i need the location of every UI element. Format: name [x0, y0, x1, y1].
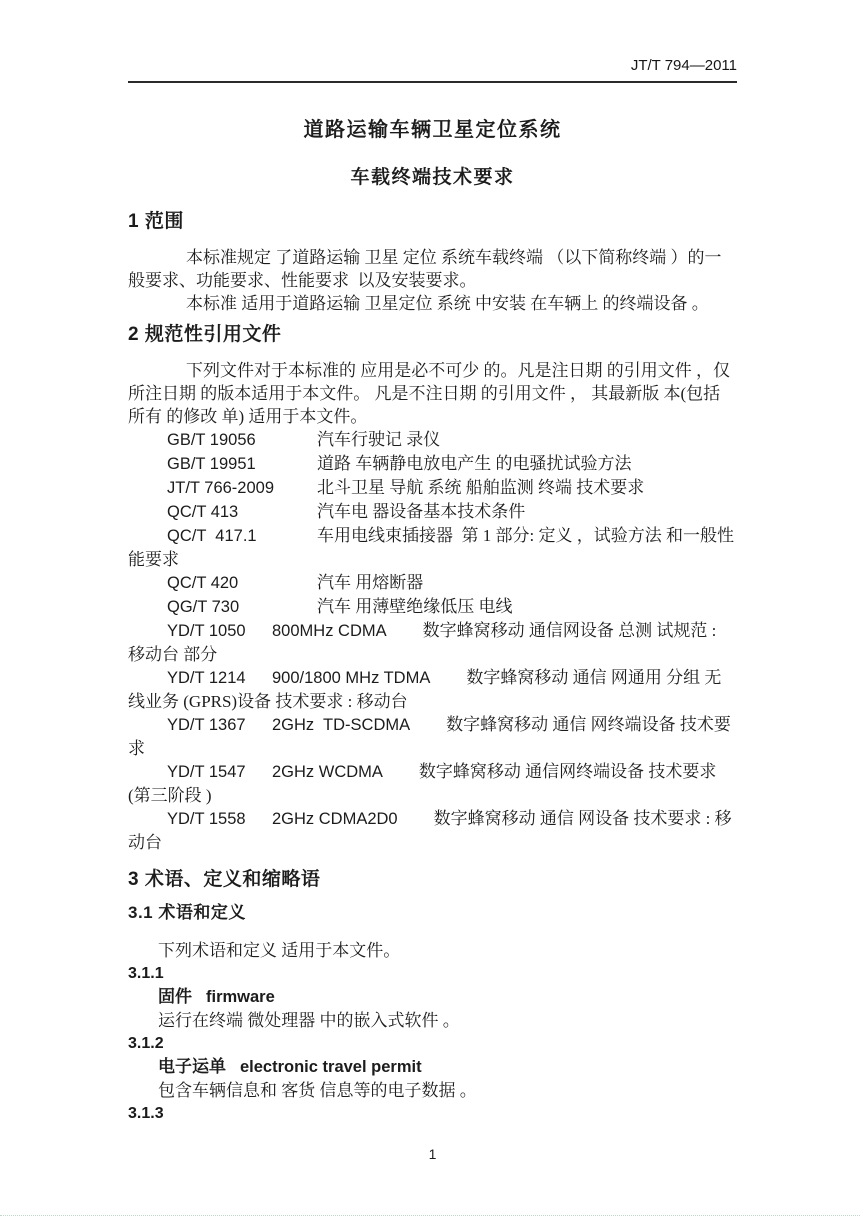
reference-item	[128, 595, 737, 619]
bottom-scan-edge-line	[0, 1215, 860, 1216]
reference-item	[128, 619, 737, 666]
reference-code: QC/T 417.1	[167, 527, 257, 545]
section-2-paragraph-1: 下列文件对于本标准的 应用是必不可少 的。凡是注日期 的引用文件 ，仅所注日期 的版本适用于本文件。 凡是不注日期 的引用文件 ， 其最新版 本(包括所有 的修改 单) 适用于本文件。	[128, 361, 730, 426]
reference-item	[128, 428, 737, 452]
reference-code: YD/T 1558	[167, 810, 246, 828]
reference-title: 汽车电 器设备基本技术条件	[317, 502, 526, 521]
clause-number-3-1-3: 3.1.3	[128, 1105, 164, 1122]
reference-code: YD/T 1214	[167, 669, 246, 687]
reference-title: 汽车 用熔断器	[317, 573, 424, 592]
reference-spec: 2GHz CDMA2D0	[272, 810, 398, 828]
page-content	[128, 0, 737, 1163]
section-3-heading: 3 术语、定义和缩略语	[128, 869, 321, 890]
reference-item	[128, 476, 737, 500]
reference-title: 车用电线束插接器 第 1 部分: 定义 ，试验方法 和一般性能要求	[128, 526, 734, 569]
term-en: firmware	[206, 988, 275, 1006]
reference-spec: 2GHz TD-SCDMA	[272, 716, 411, 734]
reference-code: GB/T 19951	[167, 455, 256, 473]
section-1-paragraph-1: 本标准规定 了道路运输 卫星 定位 系统车载终端 （以下简称终端 ）的一般要求、功能要求、性能要求 以及安装要求。	[128, 248, 722, 290]
reference-code: YD/T 1547	[167, 763, 246, 781]
section-3-1-heading: 3.1 术语和定义	[128, 903, 246, 922]
reference-title: 数字蜂窝移动 通信 网终端设备 技术要求	[128, 715, 731, 758]
reference-title: 汽车行驶记 录仪	[317, 430, 441, 449]
clause-number-3-1-2: 3.1.2	[128, 1035, 164, 1052]
reference-item	[128, 666, 737, 713]
reference-code: QG/T 730	[167, 598, 240, 616]
reference-code: JT/T 766-2009	[167, 479, 275, 497]
reference-item	[128, 571, 737, 595]
section-1-paragraph-2: 本标准 适用于道路运输 卫星定位 系统 中安装 在车辆上 的终端设备 。	[186, 294, 709, 313]
term-definition: 运行在终端 微处理器 中的嵌入式软件 。	[158, 1011, 460, 1030]
reference-spec: 800MHz CDMA	[272, 622, 387, 640]
reference-item	[128, 524, 737, 571]
reference-title: 道路 车辆静电放电产生 的电骚扰试验方法	[317, 454, 632, 473]
reference-code: YD/T 1050	[167, 622, 246, 640]
reference-code: YD/T 1367	[167, 716, 246, 734]
document-header	[128, 0, 737, 83]
reference-code: GB/T 19056	[167, 431, 256, 449]
term-electronic-travel-permit	[128, 1055, 737, 1079]
document-title-line1: 道路运输车辆卫星定位系统	[303, 119, 562, 141]
term-zh: 电子运单	[158, 1057, 226, 1076]
reference-item	[128, 713, 737, 760]
reference-item	[128, 452, 737, 476]
reference-title: 数字蜂窝移动 通信网终端设备 技术要求(第三阶段 )	[128, 762, 717, 805]
reference-item	[128, 500, 737, 524]
reference-spec: 2GHz WCDMA	[272, 763, 383, 781]
reference-title: 数字蜂窝移动 通信网设备 总测 试规范 : 移动台 部分	[128, 621, 721, 664]
term-zh: 固件	[158, 987, 192, 1006]
section-1-heading: 1 范围	[128, 211, 184, 232]
doc-number: JT/T 794—2011	[630, 57, 737, 74]
section-2-heading: 2 规范性引用文件	[128, 324, 282, 345]
reference-spec: 900/1800 MHz TDMA	[272, 669, 431, 687]
reference-title: 北斗卫星 导航 系统 船舶监测 终端 技术要求	[317, 478, 645, 497]
terms-intro: 下列术语和定义 适用于本文件。	[158, 941, 401, 960]
reference-item	[128, 807, 737, 854]
reference-title: 数字蜂窝移动 通信 网通用 分组 无线业务 (GPRS)设备 技术要求 : 移动台	[128, 668, 722, 711]
term-firmware	[128, 985, 737, 1009]
clause-number-3-1-1: 3.1.1	[128, 965, 164, 982]
reference-title: 汽车 用薄壁绝缘低压 电线	[317, 597, 513, 616]
document-title-line2: 车载终端技术要求	[350, 167, 515, 188]
term-definition: 包含车辆信息和 客货 信息等的电子数据 。	[158, 1081, 477, 1100]
reference-item	[128, 760, 737, 807]
reference-code: QC/T 413	[167, 503, 239, 521]
reference-code: QC/T 420	[167, 574, 239, 592]
reference-title: 数字蜂窝移动 通信 网设备 技术要求 : 移动台	[128, 809, 732, 852]
page-number: 1	[428, 1146, 437, 1162]
term-en: electronic travel permit	[240, 1058, 422, 1076]
